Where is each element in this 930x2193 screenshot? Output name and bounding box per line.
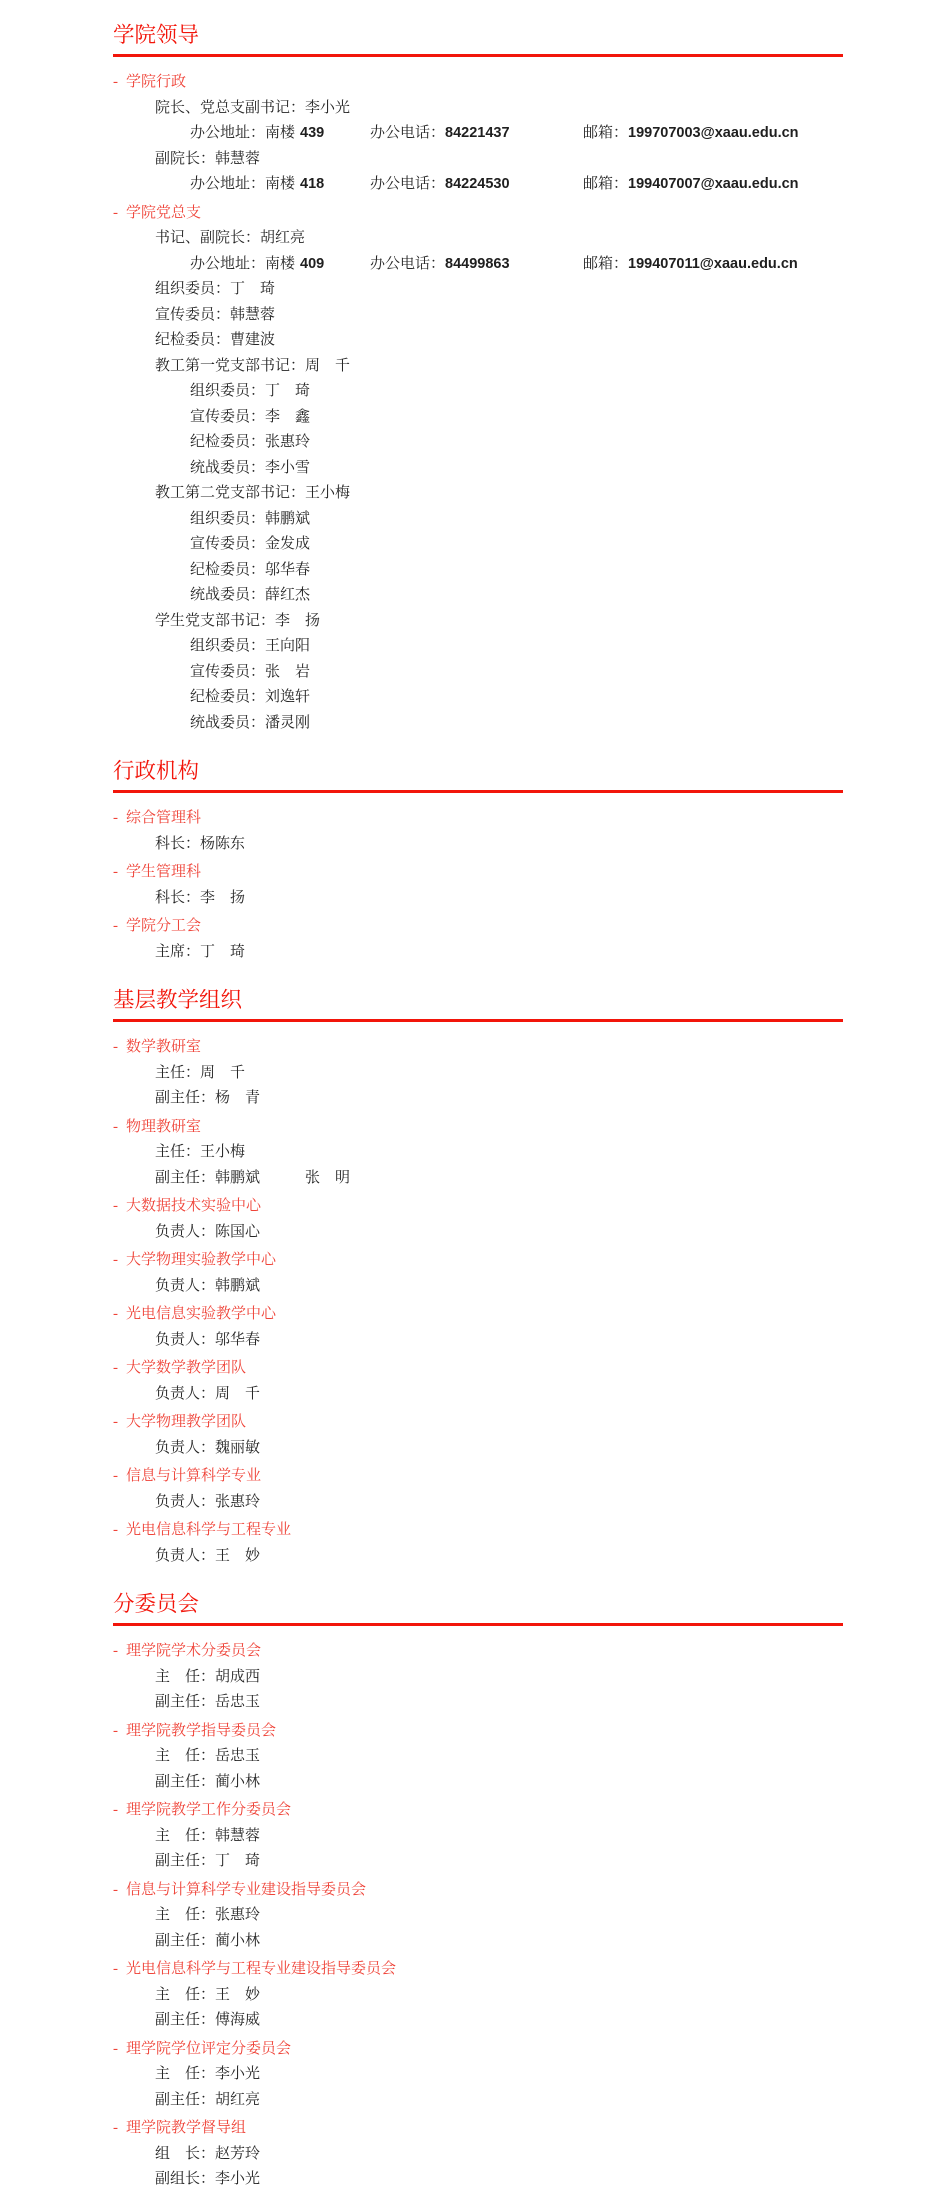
office-email <box>583 172 843 198</box>
dash-bullet: - <box>113 1961 118 1977</box>
dash-bullet: - <box>113 1039 118 1055</box>
dash-bullet: - <box>113 204 118 221</box>
member-row: 纪检委员：曹建波 <box>155 332 276 348</box>
member-row: 组织委员：丁 琦 <box>190 383 311 399</box>
unit-row <box>113 1035 843 1061</box>
member-row: 纪检委员：邬华春 <box>190 561 311 578</box>
member-row: 纪检委员：刘逸轩 <box>190 689 311 705</box>
member-row: 副主任：胡红亮 <box>155 2091 261 2108</box>
office-email <box>583 252 843 278</box>
member-row: 教工第二党支部书记：王小梅 <box>155 485 351 501</box>
unit-label: 理学院教学工作分委员会 <box>126 1802 292 1818</box>
member-row: 科长：杨陈东 <box>155 835 246 852</box>
member-row: 负责人：王 妙 <box>155 1547 261 1564</box>
member-row: 副院长：韩慧蓉 <box>155 150 261 167</box>
member-row: 副主任：韩鹏斌 张 明 <box>155 1169 351 1186</box>
member-row: 副主任：蔺小林 <box>155 1932 261 1949</box>
office-email-label: 邮箱： <box>583 255 629 272</box>
unit-label: 信息与计算科学专业建设指导委员会 <box>126 1881 367 1898</box>
member-row: 主 任：王 妙 <box>155 1986 261 2003</box>
dash-bullet: - <box>113 1522 118 1538</box>
dash-bullet: - <box>113 1360 118 1376</box>
unit-label: 信息与计算科学专业 <box>126 1468 262 1484</box>
unit-label: 理学院教学督导组 <box>126 2120 247 2136</box>
member-row: 负责人：邬华春 <box>155 1331 261 1348</box>
office-email <box>583 121 843 147</box>
unit-row <box>113 201 843 227</box>
unit-row <box>113 1798 843 1824</box>
unit-row <box>113 1356 843 1382</box>
unit-label: 光电信息科学与工程专业建设指导委员会 <box>126 1961 397 1977</box>
member-row: 教工第一党支部书记：周 千 <box>155 357 351 374</box>
office-address-number: 409 <box>300 255 325 272</box>
member-row: 科长：李 扬 <box>155 889 246 906</box>
section-heading-subcommittees: 分委员会 <box>113 1587 843 1626</box>
member-row: 院长、党总支副书记：李小光 <box>155 99 351 116</box>
member-row: 负责人：张惠玲 <box>155 1493 261 1510</box>
office-address-label: 办公地址： <box>190 176 266 192</box>
member-row: 主 任：岳忠玉 <box>155 1748 261 1764</box>
unit-row <box>113 70 843 96</box>
member-row: 统战委员：李小雪 <box>190 459 311 476</box>
member-row: 负责人：陈国心 <box>155 1223 261 1240</box>
member-row: 宣传委员：张 岩 <box>190 663 311 680</box>
unit-row <box>113 1302 843 1328</box>
dash-bullet: - <box>113 1306 118 1322</box>
unit-label: 综合管理科 <box>126 810 202 826</box>
unit-row <box>113 806 843 832</box>
office-phone <box>370 121 583 147</box>
dash-bullet: - <box>113 74 118 90</box>
dash-bullet: - <box>113 2120 118 2136</box>
unit-label: 数学教研室 <box>126 1039 202 1055</box>
member-row: 宣传委员：李 鑫 <box>190 408 311 425</box>
office-address-building: 南楼 <box>265 176 296 192</box>
member-row: 负责人：魏丽敏 <box>155 1439 261 1456</box>
member-row: 纪检委员：张惠玲 <box>190 434 311 450</box>
unit-label: 理学院教学指导委员会 <box>126 1722 277 1739</box>
unit-label: 大学数学教学团队 <box>126 1360 247 1376</box>
unit-row <box>113 1464 843 1490</box>
unit-row <box>113 1719 843 1745</box>
member-row: 副主任：杨 青 <box>155 1090 261 1106</box>
dash-bullet: - <box>113 1252 118 1268</box>
office-address <box>190 172 370 198</box>
member-row: 组织委员：丁 琦 <box>155 281 276 297</box>
member-row: 统战委员：薛红杰 <box>190 587 311 603</box>
unit-label: 大学物理教学团队 <box>126 1414 247 1430</box>
unit-label: 学生管理科 <box>126 864 202 880</box>
office-address-number: 418 <box>300 176 325 192</box>
unit-row <box>113 1194 843 1220</box>
member-row: 副主任：岳忠玉 <box>155 1694 261 1710</box>
dash-bullet: - <box>113 864 118 880</box>
member-row: 组 长：赵芳玲 <box>155 2145 261 2162</box>
section-heading-admin-orgs: 行政机构 <box>113 754 843 793</box>
office-row <box>113 172 843 198</box>
unit-row <box>113 1410 843 1436</box>
office-address-label: 办公地址： <box>190 125 266 141</box>
member-row: 统战委员：潘灵刚 <box>190 714 311 731</box>
unit-row <box>113 1518 843 1544</box>
unit-label: 学院行政 <box>126 74 187 90</box>
dash-bullet: - <box>113 1118 118 1135</box>
office-email-label: 邮箱： <box>583 176 629 192</box>
office-address <box>190 252 370 278</box>
dash-bullet: - <box>113 1722 118 1739</box>
unit-row <box>113 1248 843 1274</box>
dash-bullet: - <box>113 1198 118 1214</box>
unit-row <box>113 1957 843 1983</box>
unit-row <box>113 860 843 886</box>
member-row: 主 任：胡成西 <box>155 1668 261 1685</box>
unit-label: 学院党总支 <box>126 204 202 221</box>
dash-bullet: - <box>113 810 118 826</box>
dash-bullet: - <box>113 1414 118 1430</box>
section-heading-college-leaders: 学院领导 <box>113 18 843 57</box>
office-phone <box>370 172 583 198</box>
dash-bullet: - <box>113 2040 118 2057</box>
unit-label: 光电信息实验教学中心 <box>126 1306 277 1322</box>
office-address <box>190 121 370 147</box>
office-phone <box>370 252 583 278</box>
member-row: 副主任：蔺小林 <box>155 1773 261 1790</box>
unit-label: 大学物理实验教学中心 <box>126 1252 277 1268</box>
member-row: 副组长：李小光 <box>155 2171 261 2187</box>
office-email-address: 199707003@xaau.edu.cn <box>628 125 799 141</box>
office-phone-label: 办公电话： <box>370 176 446 192</box>
unit-label: 理学院学术分委员会 <box>126 1643 262 1659</box>
unit-label: 大数据技术实验中心 <box>126 1198 262 1214</box>
unit-label: 理学院学位评定分委员会 <box>126 2040 292 2057</box>
member-row: 副主任：丁 琦 <box>155 1853 261 1869</box>
unit-label: 物理教研室 <box>126 1118 202 1135</box>
office-email-address: 199407011@xaau.edu.cn <box>628 255 798 272</box>
office-address-building: 南楼 <box>265 125 296 141</box>
unit-row <box>113 1878 843 1904</box>
office-address-number: 439 <box>300 125 325 141</box>
unit-row <box>113 914 843 940</box>
office-phone-number: 84221437 <box>445 125 510 141</box>
office-address-building: 南楼 <box>265 255 296 272</box>
unit-row <box>113 2037 843 2063</box>
unit-label: 学院分工会 <box>126 918 202 934</box>
office-address-label: 办公地址： <box>190 255 266 272</box>
office-row <box>113 121 843 147</box>
member-row: 副主任：傅海威 <box>155 2012 261 2028</box>
member-row: 组织委员：王向阳 <box>190 638 311 654</box>
dash-bullet: - <box>113 918 118 934</box>
member-row: 主 任：韩慧蓉 <box>155 1827 261 1844</box>
member-row: 主 任：张惠玲 <box>155 1907 261 1923</box>
dash-bullet: - <box>113 1643 118 1659</box>
office-phone-number: 84499863 <box>445 255 510 272</box>
office-phone-number: 84224530 <box>445 176 510 192</box>
unit-row <box>113 1639 843 1665</box>
office-email-label: 邮箱： <box>583 125 629 141</box>
office-phone-label: 办公电话： <box>370 125 446 141</box>
member-row: 宣传委员：韩慧蓉 <box>155 306 276 323</box>
member-row: 负责人：周 千 <box>155 1385 261 1402</box>
unit-row <box>113 2116 843 2142</box>
member-row: 主任：周 千 <box>155 1064 246 1081</box>
member-row: 主任：王小梅 <box>155 1144 246 1160</box>
office-row <box>113 252 843 278</box>
member-row: 书记、副院长：胡红亮 <box>155 230 306 246</box>
member-row: 主席：丁 琦 <box>155 943 246 960</box>
section-heading-teaching-orgs: 基层教学组织 <box>113 983 843 1022</box>
office-phone-label: 办公电话： <box>370 255 446 272</box>
dash-bullet: - <box>113 1881 118 1898</box>
member-row: 负责人：韩鹏斌 <box>155 1277 261 1294</box>
unit-row <box>113 1115 843 1141</box>
member-row: 组织委员：韩鹏斌 <box>190 510 311 527</box>
member-row: 主 任：李小光 <box>155 2066 261 2082</box>
unit-label: 光电信息科学与工程专业 <box>126 1522 292 1538</box>
dash-bullet: - <box>113 1468 118 1484</box>
member-row: 宣传委员：金发成 <box>190 536 311 552</box>
office-email-address: 199407007@xaau.edu.cn <box>628 176 799 192</box>
member-row: 学生党支部书记：李 扬 <box>155 612 321 629</box>
dash-bullet: - <box>113 1802 118 1818</box>
